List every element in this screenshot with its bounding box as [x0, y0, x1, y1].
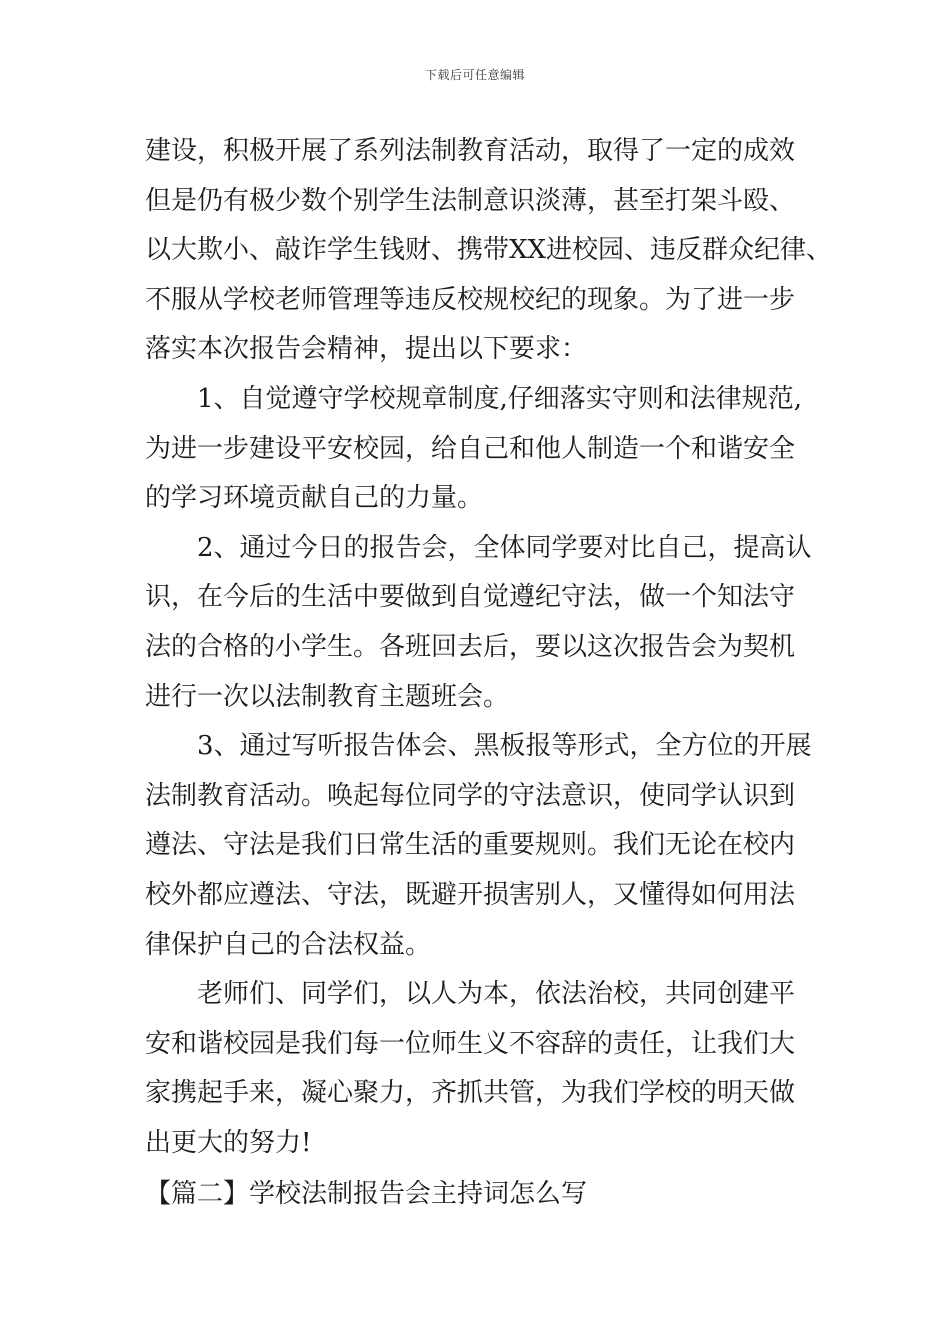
text-line: 落实本次报告会精神，提出以下要求：: [145, 334, 588, 365]
closing-paragraph-start: 老师们、同学们，以人为本，依法治校，共同创建平: [197, 979, 796, 1010]
text-line: 法的合格的小学生。各班回去后，要以这次报告会为契机: [145, 631, 796, 662]
text-line: 律保护自己的合法权益。: [145, 929, 432, 960]
text-line: 家携起手来，凝心聚力，齐抓共管，为我们学校的明天做: [145, 1078, 796, 1109]
text-line: 法制教育活动。唤起每位同学的守法意识，使同学认识到: [145, 780, 796, 811]
text-line: 遵法、守法是我们日常生活的重要规则。我们无论在校内: [145, 830, 796, 861]
list-item-3-start: 3、通过写听报告体会、黑板报等形式，全方位的开展: [197, 731, 812, 762]
list-item-2-start: 2、通过今日的报告会，全体同学要对比自己，提高认: [197, 532, 812, 563]
header-note: 下载后可任意编辑: [424, 68, 525, 82]
list-item-1-start: 1、自觉遵守学校规章制度,仔细落实守则和法律规范,: [197, 383, 803, 414]
body-text: [145, 127, 840, 1168]
text-line: 识，在今后的生活中要做到自觉遵纪守法，做一个知法守: [145, 582, 796, 613]
text-line: 安和谐校园是我们每一位师生义不容辞的责任，让我们大: [145, 1028, 796, 1059]
text-line: 进行一次以法制教育主题班会。: [145, 681, 510, 712]
text-line: 出更大的努力!: [145, 1127, 312, 1158]
text-line: 为进一步建设平安校园，给自己和他人制造一个和谐安全: [145, 433, 796, 464]
text-line: 校外都应遵法、守法，既避开损害别人，又懂得如何用法: [145, 879, 796, 910]
text-line: 的学习环境贡献自己的力量。: [145, 483, 484, 514]
text-line: 不服从学校老师管理等违反校规校纪的现象。为了进一步: [145, 284, 796, 315]
text-line: 以大欺小、敲诈学生钱财、携带XX进校园、违反群众纪律、: [145, 235, 833, 266]
section-heading: 【篇二】学校法制报告会主持词怎么写: [145, 1179, 588, 1209]
text-line: 建设，积极开展了系列法制教育活动，取得了一定的成效: [145, 136, 796, 166]
text-line: 但是仍有极少数个别学生法制意识淡薄，甚至打架斗殴、: [145, 185, 796, 216]
